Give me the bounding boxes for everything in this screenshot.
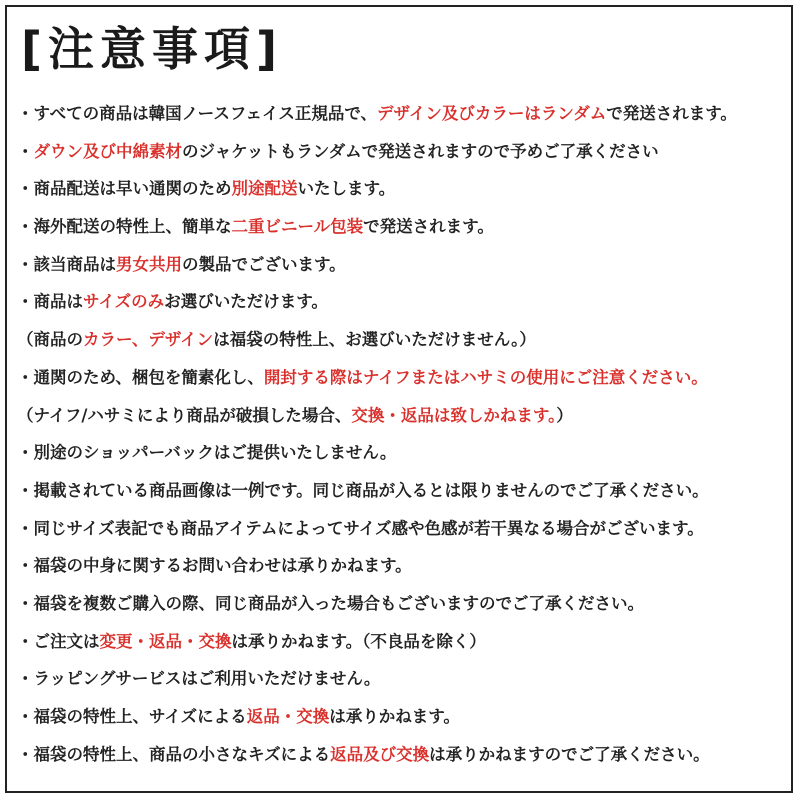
- notice-item: [17, 623, 797, 661]
- notice-text: ・別途のショッパーバックはご提供いたしません。: [17, 443, 397, 463]
- notice-text: ・同じサイズ表記でも商品アイテムによってサイズ感や色感が若干異なる場合がございます。: [17, 518, 704, 538]
- notice-item: [17, 472, 797, 510]
- notice-text: は福袋の特性上、お選びいただけません。）: [213, 330, 536, 350]
- notice-text: ）: [556, 405, 573, 425]
- notice-item: [17, 133, 797, 171]
- notice-highlight: 男女共用: [116, 254, 182, 274]
- notice-text: ・福袋の特性上、サイズによる: [17, 707, 247, 726]
- notice-text: は承りかねますのでご了承ください。: [429, 744, 710, 764]
- notice-text: ・商品は: [17, 292, 83, 312]
- notice-text: ・ご注文は: [17, 631, 100, 651]
- notice-highlight: 交換・返品は致しかねます。: [351, 405, 557, 425]
- notice-item: [17, 95, 797, 133]
- notice-item: [17, 170, 797, 208]
- notice-item: [17, 660, 797, 698]
- notice-text: ・: [17, 141, 34, 161]
- notice-text: （ナイフ/ハサミにより商品が破損した場合、: [17, 405, 352, 425]
- notice-frame: [5, 5, 793, 793]
- notice-text: いたします。: [297, 179, 396, 199]
- notice-text: ・福袋の特性上、商品の小さなキズによる: [17, 744, 331, 764]
- notice-text: で発送されます。: [363, 217, 494, 237]
- notice-text: ・福袋の中身に関するお問い合わせは承りかねます。: [17, 556, 412, 576]
- notice-item: [17, 321, 797, 359]
- notice-highlight: 返品・交換: [246, 707, 330, 726]
- notice-item: [17, 698, 797, 736]
- notice-text: ・海外配送の特性上、簡単な: [17, 217, 232, 237]
- notes-list: [17, 95, 797, 773]
- notice-text: ・すべての商品は韓国ノースフェイス正規品で、: [17, 104, 378, 123]
- notice-text: ・通関のため、梱包を簡素化し、: [17, 367, 264, 387]
- notice-highlight: サイズのみ: [83, 292, 165, 312]
- notice-item: [17, 359, 797, 397]
- notice-highlight: 返品及び交換: [330, 744, 430, 764]
- notice-highlight: 別途配送: [231, 179, 298, 199]
- notice-highlight: 二重ビニール包装: [231, 217, 364, 237]
- notice-text: お選びいただけます。: [164, 292, 328, 312]
- notice-text: の製品でございます。: [182, 254, 346, 274]
- notice-text: ・該当商品は: [17, 254, 116, 274]
- notice-item: [17, 208, 797, 246]
- notice-text: のジャケットもランダムで発送されますので予めご了承ください: [182, 141, 659, 161]
- notice-text: は承りかねます。（不良品を除く）: [231, 631, 486, 651]
- notice-highlight: 開封する際はナイフまたはハサミの使用にご注意ください。: [263, 367, 708, 387]
- notice-item: [17, 510, 797, 548]
- notice-highlight: 変更・返品・交換: [99, 631, 232, 651]
- notice-text: で発送されます。: [606, 104, 737, 123]
- notice-text: ・掲載されている商品画像は一例です。同じ商品が入るとは限りませんのでご了承ください。: [17, 480, 709, 500]
- notice-text: ・福袋を複数ご購入の際、同じ商品が入った場合もございますのでご了承ください。: [17, 593, 644, 613]
- notice-highlight: ダウン及び中綿素材: [33, 141, 182, 161]
- notice-item: [17, 547, 797, 585]
- notice-text: ・ラッピングサービスはご利用いただけません。: [17, 669, 381, 689]
- notice-item: [17, 246, 797, 284]
- notice-item: [17, 283, 797, 321]
- notice-item: [17, 397, 797, 435]
- notice-item: [17, 585, 797, 623]
- notice-highlight: カラー、デザイン: [83, 330, 214, 350]
- notice-item: [17, 736, 797, 774]
- page-title: [注意事項]: [21, 22, 284, 76]
- notice-item: [17, 434, 797, 472]
- notice-text: （商品の: [17, 330, 83, 350]
- notice-highlight: デザイン及びカラーはランダム: [377, 104, 607, 123]
- notice-text: ・商品配送は早い通関のため: [17, 179, 232, 199]
- notice-text: は承りかねます。: [329, 707, 460, 726]
